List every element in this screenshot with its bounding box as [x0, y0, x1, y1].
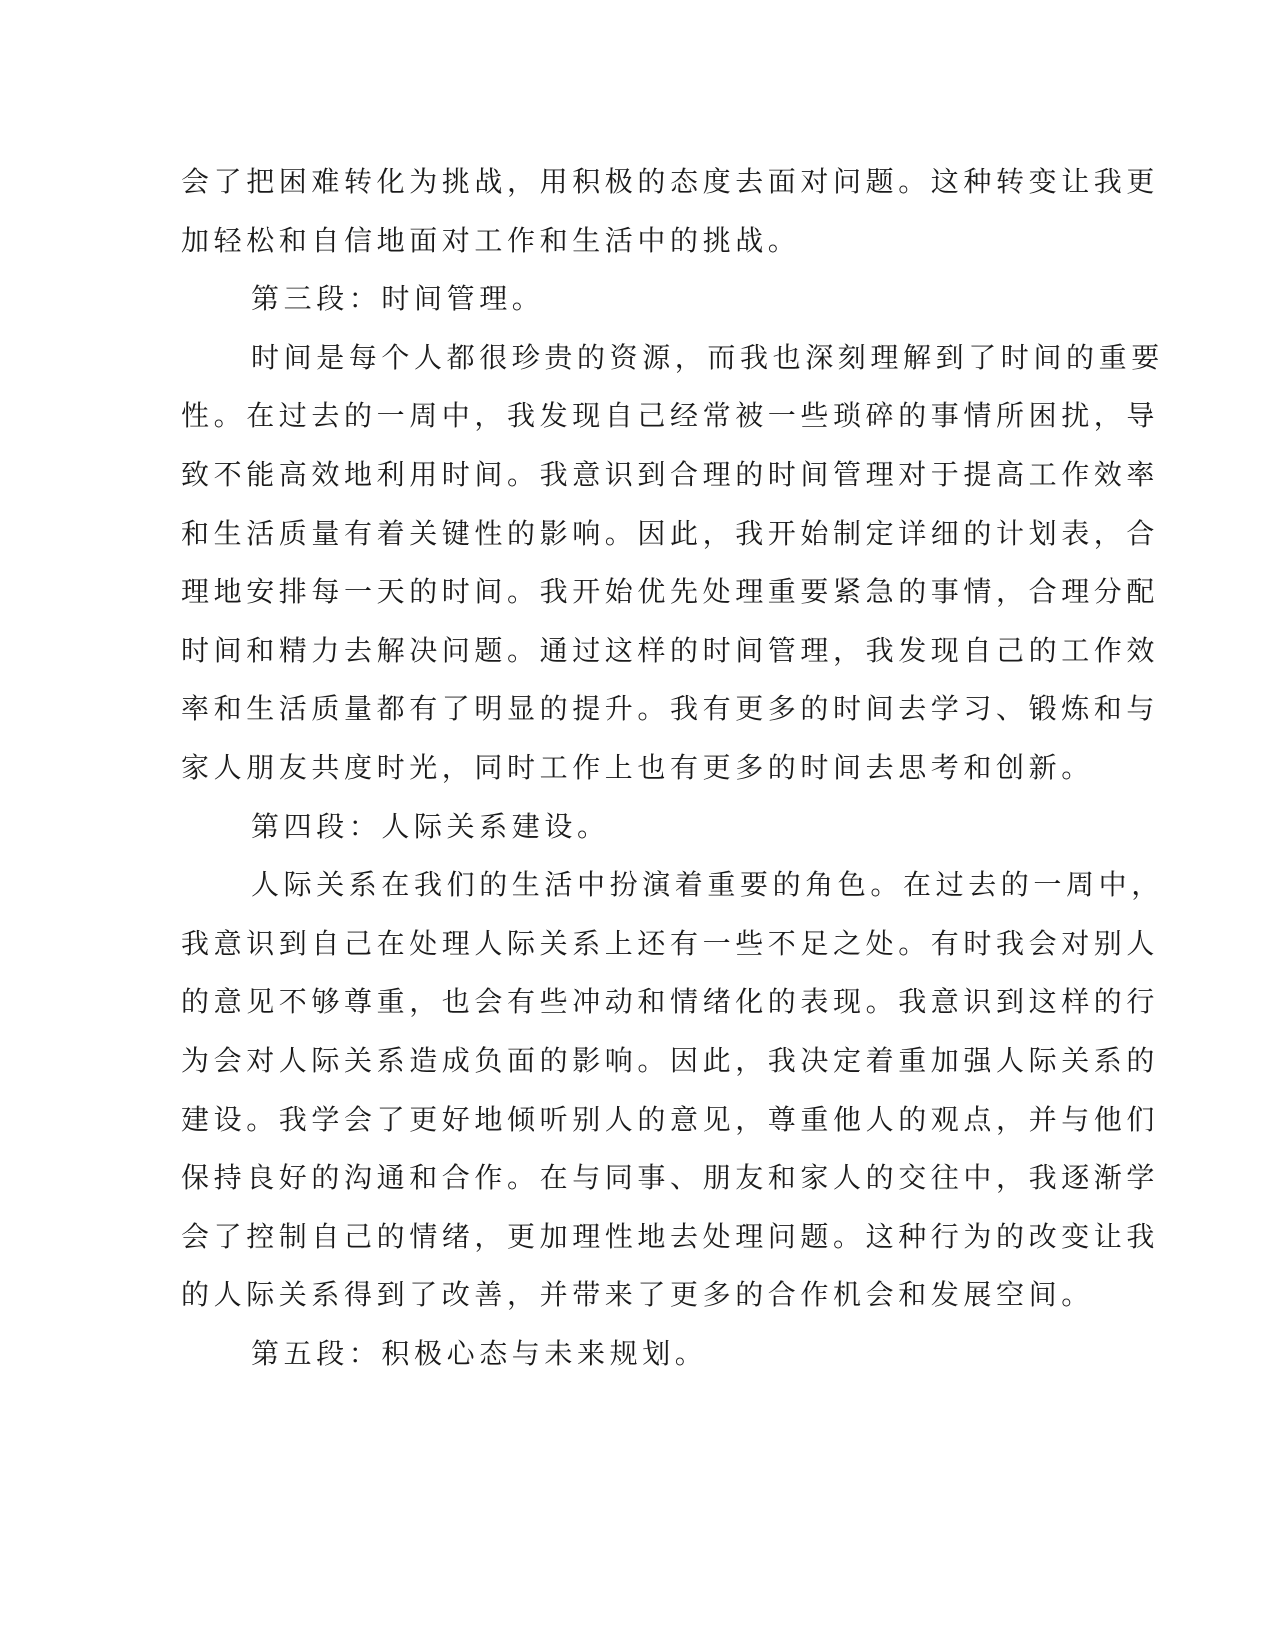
body-text-line: 建设。我学会了更好地倾听别人的意见，尊重他人的观点，并与他们 [181, 1103, 1160, 1136]
section-heading-5: 第五段：积极心态与未来规划。 [251, 1337, 708, 1370]
body-text-line: 理地安排每一天的时间。我开始优先处理重要紧急的事情，合理分配 [181, 575, 1160, 608]
body-text-line: 保持良好的沟通和合作。在与同事、朋友和家人的交往中，我逐渐学 [181, 1161, 1160, 1194]
body-text-line: 加轻松和自信地面对工作和生活中的挑战。 [181, 224, 801, 257]
body-text-line: 会了控制自己的情绪，更加理性地去处理问题。这种行为的改变让我 [181, 1220, 1160, 1253]
body-text-line: 为会对人际关系造成负面的影响。因此，我决定着重加强人际关系的 [181, 1044, 1160, 1077]
section-heading-3: 第三段：时间管理。 [251, 282, 545, 315]
body-text-line: 会了把困难转化为挑战，用积极的态度去面对问题。这种转变让我更 [181, 165, 1160, 198]
body-text-line: 我意识到自己在处理人际关系上还有一些不足之处。有时我会对别人 [181, 927, 1160, 960]
body-text-line: 家人朋友共度时光，同时工作上也有更多的时间去思考和创新。 [181, 751, 1094, 784]
paragraph-first-line: 时间是每个人都很珍贵的资源，而我也深刻理解到了时间的重要 [251, 341, 1164, 374]
section-heading-4: 第四段：人际关系建设。 [251, 810, 610, 843]
body-text-line: 性。在过去的一周中，我发现自己经常被一些琐碎的事情所困扰，导 [181, 399, 1160, 432]
body-text-line: 致不能高效地利用时间。我意识到合理的时间管理对于提高工作效率 [181, 458, 1160, 491]
body-text-line: 的人际关系得到了改善，并带来了更多的合作机会和发展空间。 [181, 1278, 1094, 1311]
paragraph-first-line: 人际关系在我们的生活中扮演着重要的角色。在过去的一周中， [251, 868, 1164, 901]
body-text-line: 时间和精力去解决问题。通过这样的时间管理，我发现自己的工作效 [181, 634, 1160, 667]
body-text-line: 率和生活质量都有了明显的提升。我有更多的时间去学习、锻炼和与 [181, 692, 1160, 725]
body-text-line: 的意见不够尊重，也会有些冲动和情绪化的表现。我意识到这样的行 [181, 985, 1160, 1018]
body-text-line: 和生活质量有着关键性的影响。因此，我开始制定详细的计划表，合 [181, 517, 1160, 550]
